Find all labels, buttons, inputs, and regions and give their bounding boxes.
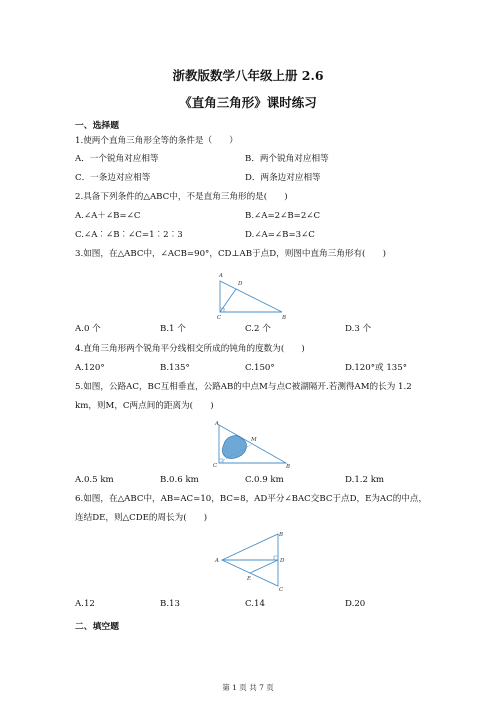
q1-option-d: D．两条边对应相等	[245, 173, 321, 183]
q2-option-c: C.∠A︰∠B︰∠C=1︰2︰3	[75, 230, 183, 240]
q6-option-a: A.12	[75, 599, 95, 609]
q6-option-c: C.14	[245, 599, 265, 609]
q3-label-d: D	[238, 281, 243, 287]
q3-stem: 3.如图，在△ABC中，∠ACB=90°，CD⊥AB于点D，则图中直角三角形有( )	[75, 249, 386, 259]
q1-stem: 1.使两个直角三角形全等的条件是（ ）	[75, 136, 238, 146]
q5-option-a: A.0.5 km	[75, 475, 114, 485]
q5-option-b: B.0.6 km	[160, 475, 199, 485]
q3-option-c: C.2 个	[245, 324, 271, 334]
q3-label-a: A	[219, 273, 223, 279]
q5-option-c: C.0.9 km	[245, 475, 284, 485]
q6-stem-line-2: 连结DE，则△CDE的周长为( )	[75, 513, 208, 523]
q5-label-c: C	[213, 463, 218, 469]
q6-label-d: D	[280, 558, 285, 564]
q6-option-d: D.20	[345, 599, 366, 609]
q4-option-b: B.135°	[160, 363, 190, 373]
q5-label-a: A	[215, 421, 219, 427]
q5-label-b: B	[286, 464, 291, 470]
q5-stem-line-1: 5.如图，公路AC，BC互相垂直，公路AB的中点M与点C被湖隔开.若测得AM的长为 1.2	[75, 382, 412, 392]
q3-altitude-cd	[220, 289, 236, 312]
q6-segment-de	[250, 560, 278, 573]
q2-option-b: B.∠A=2∠B=2∠C	[245, 211, 321, 221]
q5-option-d: D.1.2 km	[345, 475, 385, 485]
q6-triangle-figure	[208, 528, 298, 592]
q6-label-a: A	[215, 558, 219, 564]
page-footer: 第 1 页 共 7 页	[222, 683, 274, 692]
section-heading-fill: 二、填空题	[75, 622, 119, 632]
q6-option-b: B.13	[160, 599, 180, 609]
q6-stem-line-1: 6.如图，在△ABC中，AB=AC=10，BC=8，AD平分∠BAC交BC于点D，E为AC的中点，	[75, 494, 428, 504]
q3-triangle-abc	[220, 281, 282, 312]
q6-label-b: B	[279, 532, 284, 538]
q5-label-m: M	[251, 437, 257, 443]
q2-option-a: A.∠A＋∠B=∠C	[75, 211, 141, 221]
q2-stem: 2.具备下列条件的△ABC中，不是直角三角形的是( )	[75, 192, 288, 202]
q3-option-b: B.1 个	[160, 324, 186, 334]
q2-option-d: D.∠A=∠B=3∠C	[245, 230, 315, 240]
q3-option-a: A.0 个	[75, 324, 101, 334]
title-line-1: 浙教版数学八年级上册 2.6	[172, 68, 324, 83]
q1-option-c: C．一条边对应相等	[75, 173, 151, 183]
q3-triangle-figure	[208, 268, 288, 320]
q4-option-d: D.120°或 135°	[345, 363, 408, 373]
q5-stem-line-2: km，则M，C两点间的距离为( )	[75, 401, 214, 411]
q3-label-b: B	[282, 315, 287, 321]
q3-option-d: D.3 个	[345, 324, 372, 334]
q6-right-angle-mark	[274, 556, 278, 560]
q5-road-lake-figure	[206, 418, 296, 470]
q5-lake-shape	[222, 436, 246, 459]
title-line-2: 《直角三角形》课时练习	[179, 95, 317, 110]
q1-option-a: A．一个锐角对应相等	[75, 154, 159, 164]
q4-stem: 4.直角三角形两个锐角平分线相交所成的钝角的度数为( )	[75, 344, 305, 354]
q6-label-c: C	[279, 587, 284, 593]
q4-option-c: C.150°	[245, 363, 275, 373]
q4-option-a: A.120°	[75, 363, 105, 373]
q3-label-c: C	[217, 315, 222, 321]
q6-label-e: E	[247, 576, 252, 582]
q1-option-b: B．两个锐角对应相等	[245, 154, 329, 164]
section-heading-choice: 一、选择题	[75, 121, 119, 131]
